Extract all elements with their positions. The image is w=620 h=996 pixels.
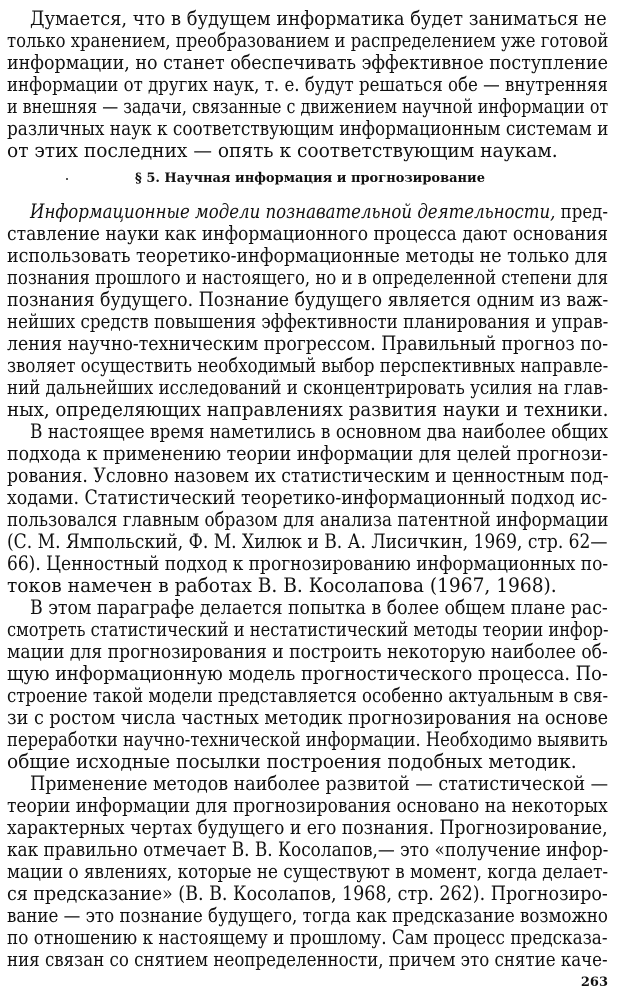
text-line (30, 772, 609, 795)
line-text: ления научно-техническим прогрессом. Правильный прогноз по- (7, 332, 609, 355)
text-line (7, 244, 608, 267)
line-text: пользовался главным образом для анализа патентной информации (7, 508, 609, 531)
line-text: Думается, что в будущем информатика будет заниматься не (30, 7, 607, 30)
line-text: смотреть статистический и нестатистический методы теории инфор- (7, 618, 609, 641)
text-line (7, 860, 609, 883)
line-text: подхода к применению теории информации для целей прогнози- (7, 442, 608, 465)
text-line (7, 398, 609, 421)
line-text: информации, но станет обеспечивать эффективное поступление (7, 51, 608, 74)
line-text: В настоящее время наметились в основном два наиболее общих (30, 420, 609, 443)
text-line (7, 464, 609, 487)
text-line (7, 73, 608, 96)
section-heading: § 5. Научная информация и прогнозирование (135, 171, 485, 186)
text-line (7, 662, 608, 685)
text-line (7, 530, 608, 553)
text-line (7, 117, 609, 140)
line-text: познания будущего. Познание будущего является одним из важ- (7, 288, 609, 311)
text-line (7, 794, 608, 817)
line-text: ся предсказание» (В. В. Косолапов, 1968, стр. 262). Прогнозиро- (7, 882, 608, 905)
line-text: различных наук к соответствующим информационным системам и (7, 117, 609, 140)
text-line (7, 816, 608, 839)
text-line (7, 29, 609, 52)
line-text: ных, определяющих направлениях развития науки и техники. (7, 398, 609, 421)
line-text: Применение методов наиболее развитой — статистической — (30, 772, 609, 795)
line-text: токов намечен в работах В. В. Косолапова (1967, 1968). (7, 574, 557, 597)
line-text: переработки научно-технической информации. Необходимо выявить (7, 728, 608, 751)
text-line (7, 486, 608, 509)
line-text: и внешняя — задачи, связанные с движением научной информации от (7, 95, 609, 118)
text-line (7, 882, 608, 905)
line-text: характерных чертах будущего и его познания. Прогнозирование, (7, 816, 608, 839)
line-text: зи с ростом числа частных методик прогнозирования на основе (7, 706, 609, 729)
line-text: нейших средств повышения эффективности планирования и управ- (7, 310, 609, 333)
line-text: щую информационную модель прогностического процесса. По- (7, 662, 608, 685)
line-text: рования. Условно назовем их статистическим и ценностным под- (7, 464, 609, 487)
text-line (7, 332, 609, 355)
line-text: пред- (555, 200, 608, 223)
text-line (7, 508, 609, 531)
line-text: строение такой модели представляется особенно актуальным в свя- (7, 684, 609, 707)
text-line (7, 354, 609, 377)
text-line (30, 596, 608, 619)
line-text: использовать теоретико-информационные методы не только для (7, 244, 608, 267)
text-line (7, 51, 608, 74)
italic-phrase: Информационные модели познавательной деятельности, (30, 200, 556, 223)
line-text: зволяет осуществить необходимый выбор перспективных направле- (7, 354, 609, 377)
line-text: познания прошлого и настоящего, но и в определенной степени для (7, 266, 609, 289)
text-line (7, 95, 609, 118)
text-line (7, 904, 608, 927)
text-line (7, 140, 608, 162)
text-line (30, 8, 608, 30)
line-text: мации о явлениях, которые не существуют в момент, когда делает- (7, 860, 609, 883)
text-line (7, 751, 608, 773)
text-line (7, 575, 608, 597)
line-text: информации от других наук, т. е. будут решаться обе — внутренняя (7, 73, 608, 96)
line-text: теории информации для прогнозирования основано на некоторых (7, 794, 608, 817)
text-line (7, 684, 609, 707)
text-line (7, 222, 608, 245)
text-line (7, 288, 609, 311)
text-line (7, 618, 609, 641)
text-line (30, 200, 608, 223)
line-text: как правильно отмечает В. В. Косолапов,— это «получение инфор- (7, 838, 609, 861)
line-text: ставление науки как информационного процесса дают основания (7, 222, 608, 245)
text-line (7, 838, 609, 861)
text-line (30, 420, 609, 443)
text-line (7, 640, 608, 663)
line-text: ходами. Статистический теоретико-информационный подход ис- (7, 486, 608, 509)
line-text: только хранением, преобразованием и распределением уже готовой (7, 29, 609, 52)
line-text: общие исходные посылки построения подобных методик. (7, 750, 577, 773)
line-text: 66). Ценностный подход к прогнозированию информационных по- (7, 552, 609, 575)
text-line (7, 948, 608, 971)
line-text: ния связан со снятием неопределенности, причем это снятие каче- (7, 948, 608, 971)
text-line (7, 706, 609, 729)
line-text: В этом параграфе делается попытка в более общем плане рас- (30, 596, 608, 619)
text-line (7, 310, 609, 333)
text-line (7, 442, 608, 465)
page-number: 263 (580, 975, 608, 990)
text-line (7, 376, 609, 399)
line-text: мации для прогнозирования и построить некоторую наиболее об- (7, 640, 608, 663)
text-line (7, 552, 609, 575)
line-text: вание — это познание будущего, тогда как предсказание возможно (7, 904, 608, 927)
text-line (7, 266, 609, 289)
text-line (7, 926, 608, 949)
line-text: ний дальнейших исследований и сконцентрировать усилия на глав- (7, 376, 609, 399)
line-text: (С. М. Ямпольский, Ф. М. Хилюк и В. А. Лисичкин, 1969, стр. 62— (7, 530, 608, 553)
print-speck (66, 178, 68, 180)
line-text: по отношению к настоящему и прошлому. Сам процесс предсказа- (7, 926, 608, 949)
text-line (7, 728, 608, 751)
line-text: от этих последних — опять к соответствующим наукам. (7, 139, 558, 162)
